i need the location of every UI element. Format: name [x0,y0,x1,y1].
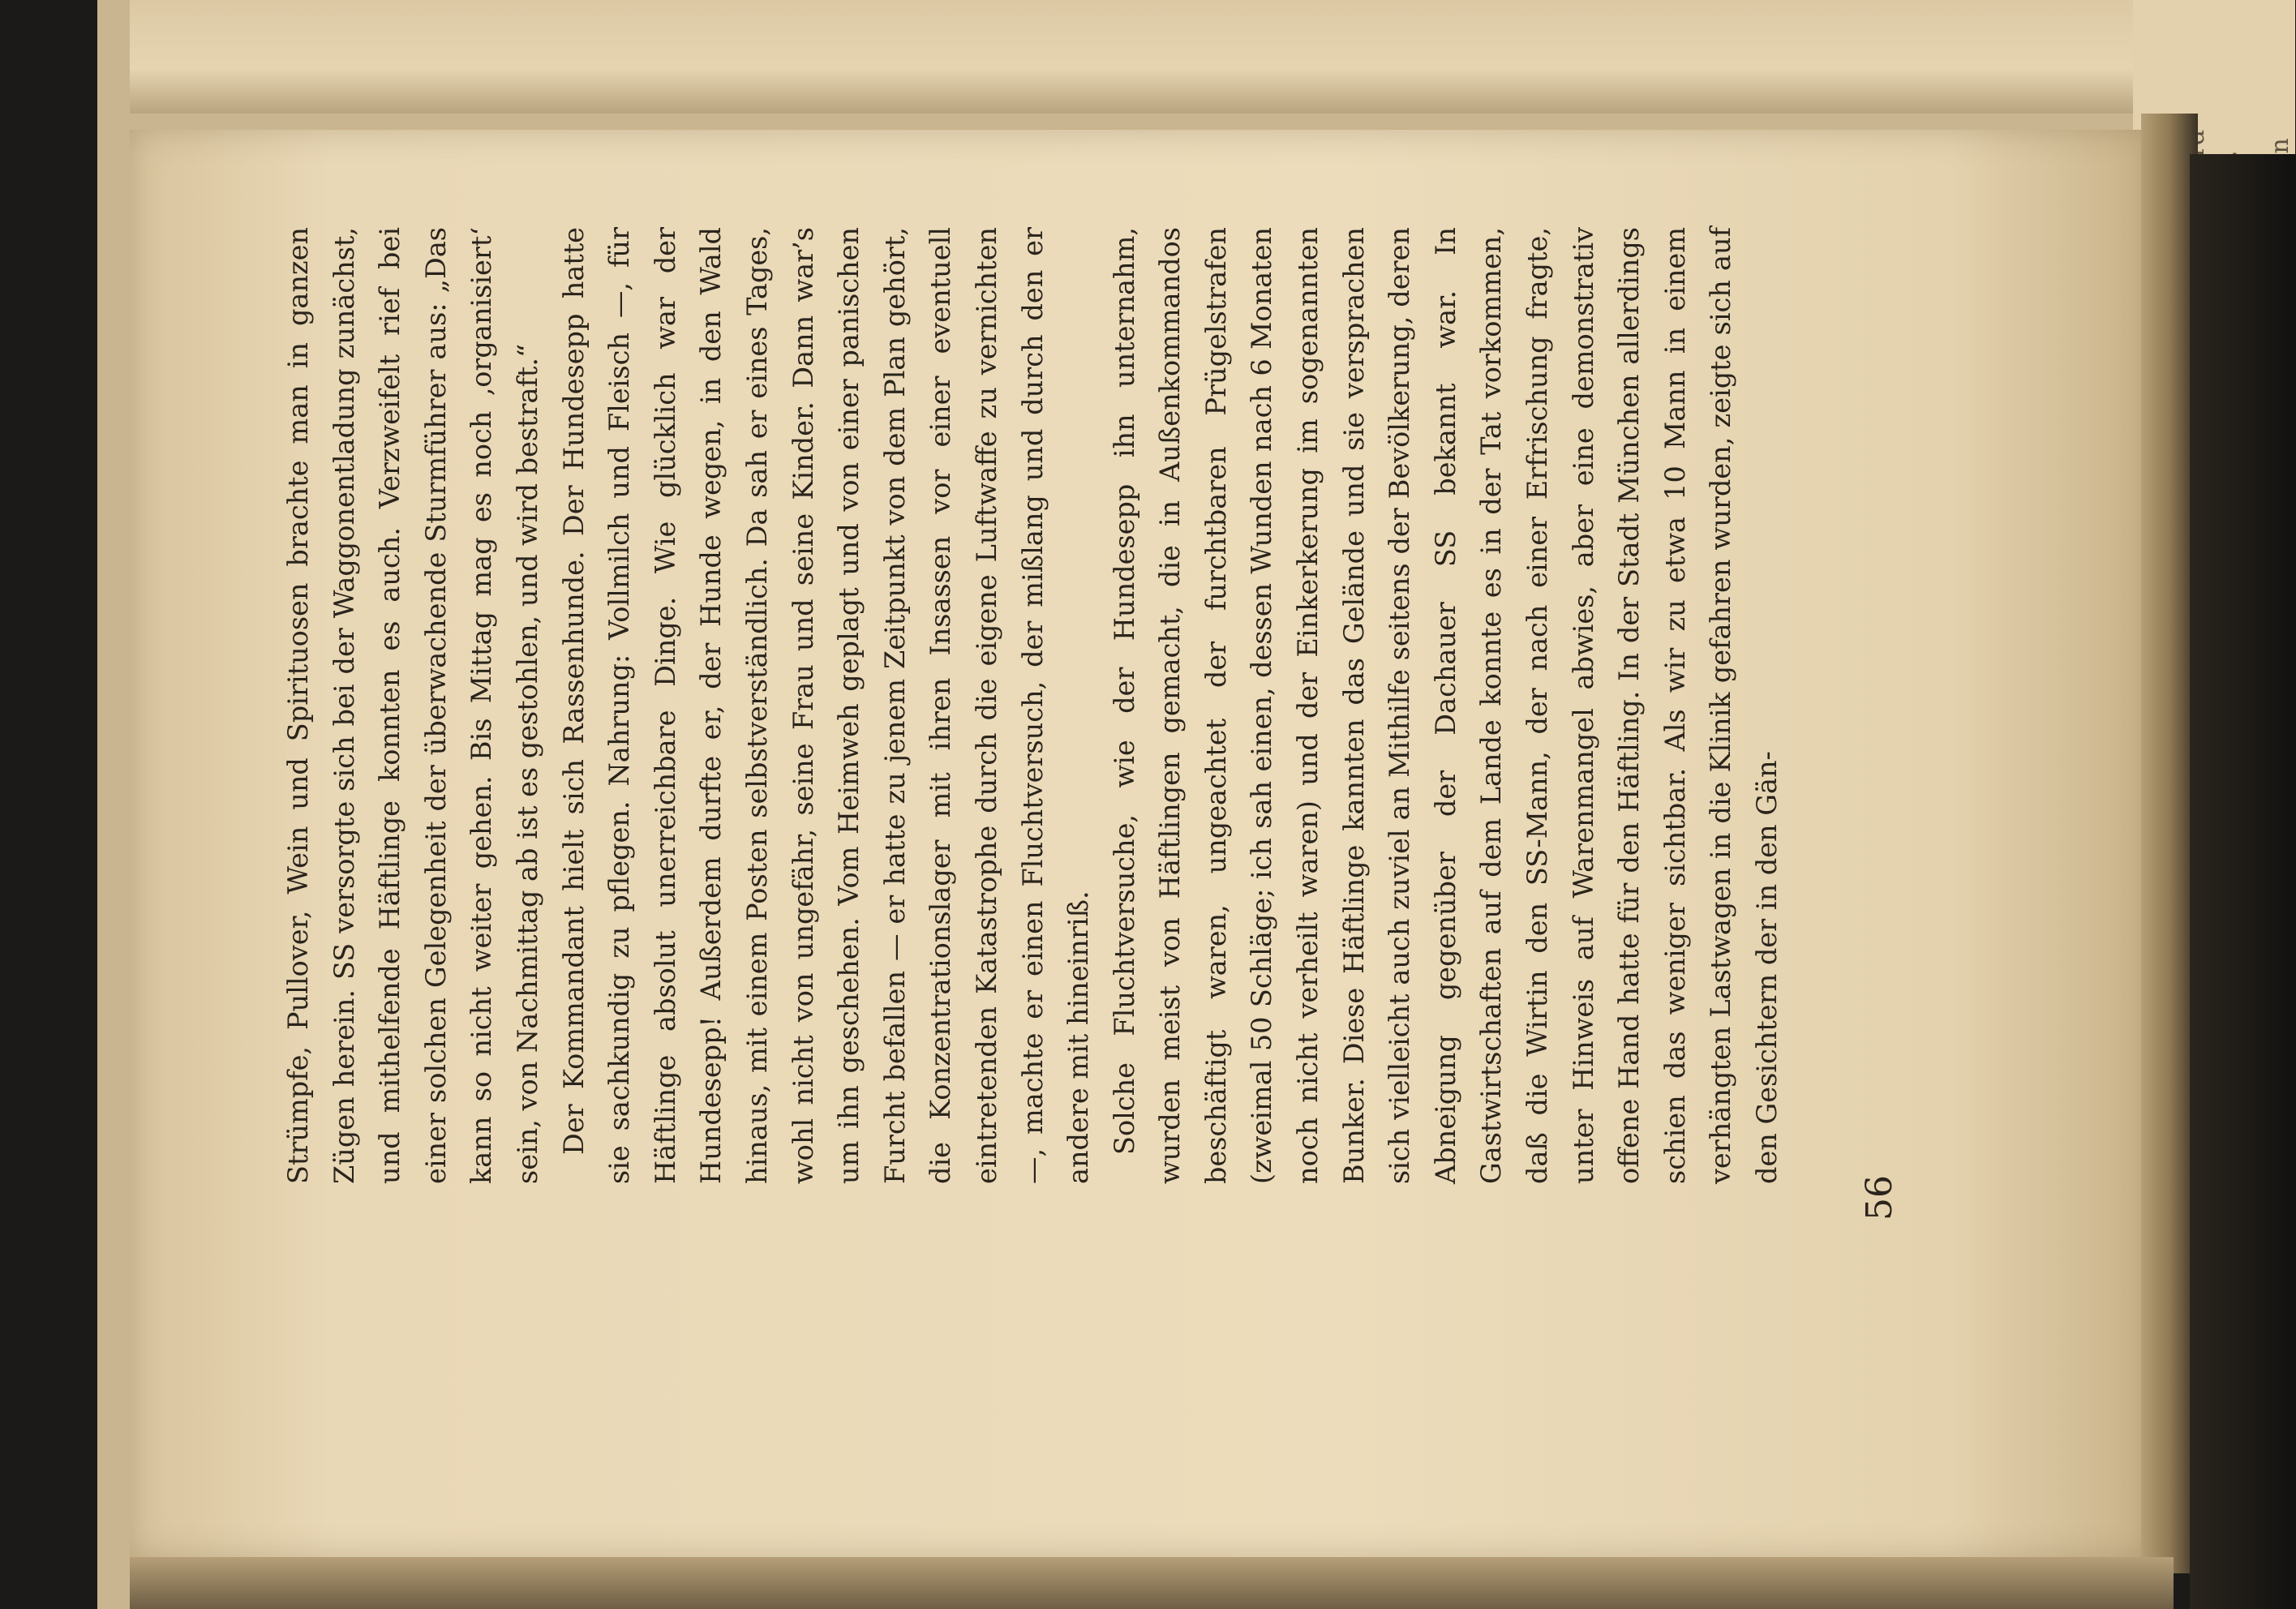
adjacent-book [2190,154,2296,1609]
paragraph-1: Strümpfe, Pullover, Wein und Spirituosen brachte man in ganzen Zügen herein. SS versorgte sich bei der Waggonentladung zunächst, und mithelfende Häftlinge konnten es auch. Verzweifelt rief bei einer solchen Gelegenheit der überwachende Sturmführer aus: „Das kann so nicht weiter gehen. Bis Mittag mag es noch ‚organisiert‘ sein, von Nachmittag ab ist es gestohlen, und wird bestraft.“ [282,227,543,1184]
page-number: 56 [1859,1175,1900,1221]
upper-page-edge [130,0,2157,114]
page-bottom-edge [130,1557,2174,1609]
page-text-block [276,227,1800,1184]
paragraph-2: Der Kommandant hielt sich Rassenhunde. Der Hundesepp hatte sie sachkundig zu pflegen. Nahrung: Vollmilch und Fleisch —, für Häftlinge absolut unerreichbare Dinge. Wie glücklich war der Hundesepp! Außerdem durfte er, der Hunde wegen, in den Wald hinaus, mit einem Posten selbstverständlich. Da sah er eines Tages, wohl nicht von ungefähr, seine Frau und seine Kinder. Dann war’s um ihn geschehen. Vom Heimweh geplagt und von einer panischen Furcht befallen — er hatte zu jenem Zeitpunkt von dem Plan gehört, die Konzentrationslager mit ihren Insassen vor einer eventuell eintretenden Katastrophe durch die eigene Luftwaffe zu vernichten —, machte er einen Fluchtversuch, der mißlang und durch den er andere mit hineinriß. [557,227,1095,1184]
paragraph-3: Solche Fluchtversuche, wie der Hundesepp ihn unternahm, wurden meist von Häftlingen gemacht, die in Außenkommandos beschäftigt waren, ungeachtet der furchtbaren Prügelstrafen (zweimal 50 Schläge; ich sah einen, dessen Wunden nach 6 Monaten noch nicht verheilt waren) und der Einkerkerung im sogenannten Bunker. Diese Häftlinge kannten das Gelände und sie versprachen sich vielleicht auch zuviel an Mithilfe seitens der Bevölkerung, deren Abneigung gegenüber der Dachauer SS bekannt war. In Gastwirtschaften auf dem Lande konnte es in der Tat vorkommen, daß die Wirtin den SS-Mann, der nach einer Erfrischung fragte, unter Hinweis auf Warenmangel abwies, aber eine demonstrativ offene Hand hatte für den Häftling. In der Stadt München allerdings schien das weniger sichtbar. Als wir zu etwa 10 Mann in einem verhängten Lastwagen in die Klinik gefahren wurden, zeigte sich auf den Gesichtern der in den Gän- [1108,227,1783,1184]
